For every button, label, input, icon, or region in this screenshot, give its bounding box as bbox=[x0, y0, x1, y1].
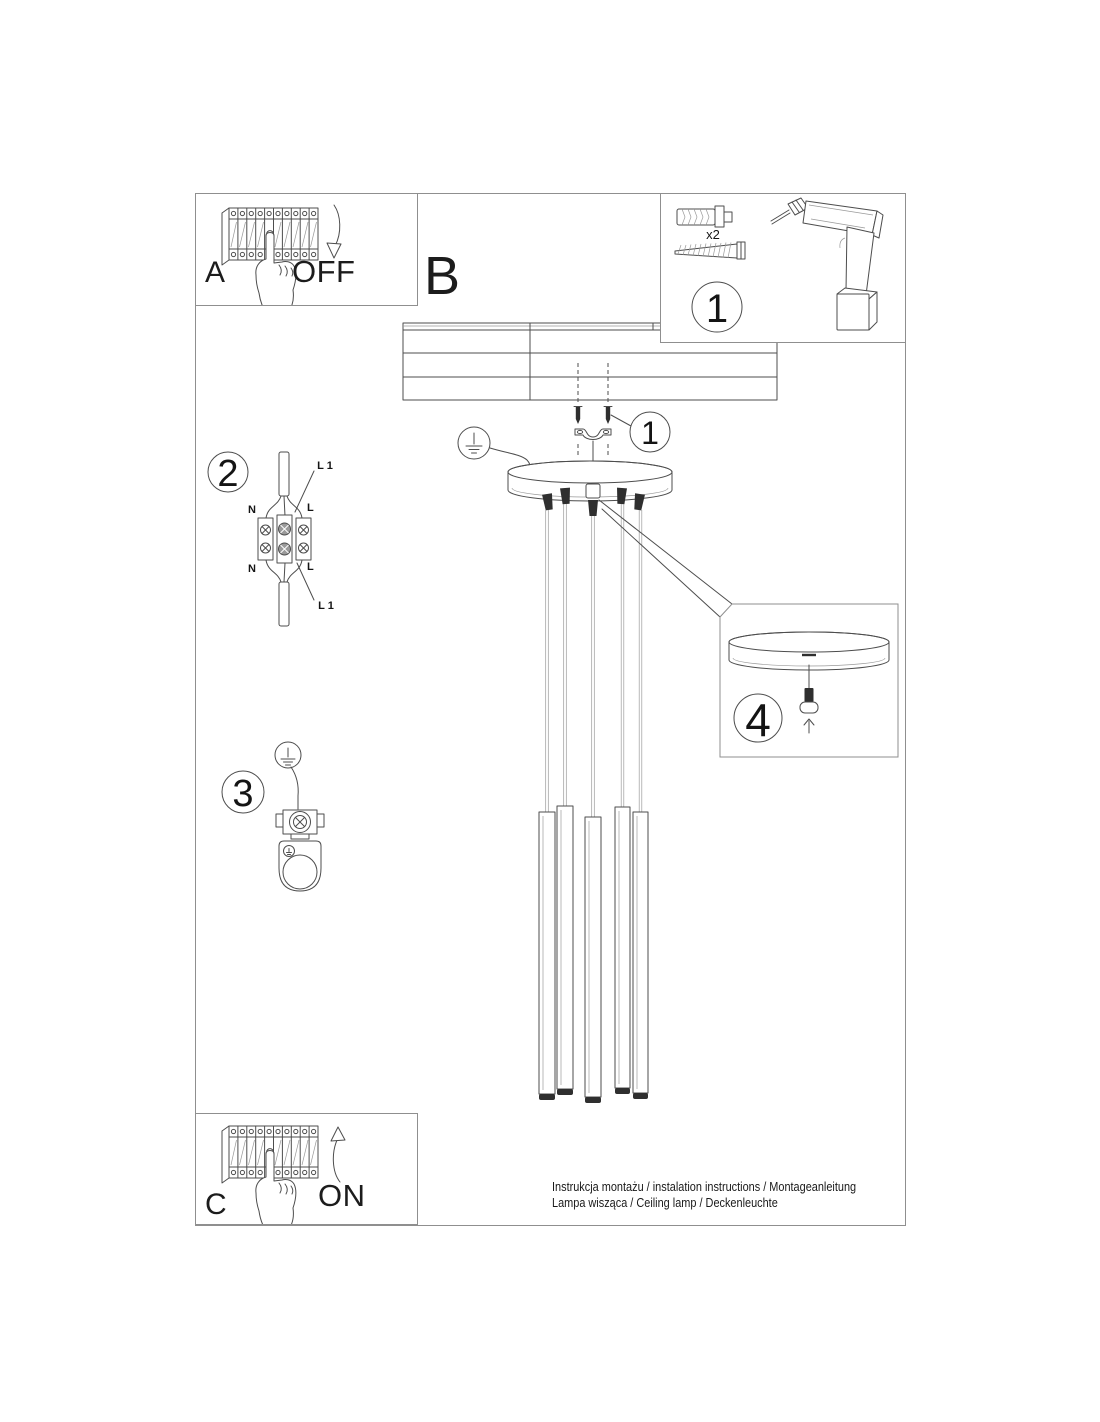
wire-label-l-top: L bbox=[307, 502, 314, 514]
step-1-badge-label: 1 bbox=[641, 415, 659, 451]
panel-a-letter: A bbox=[205, 256, 226, 289]
assembly-diagram bbox=[400, 320, 905, 1110]
wall-plug-icon bbox=[677, 206, 732, 227]
panel-3-grounding bbox=[218, 738, 348, 898]
step-4-badge-label: 4 bbox=[745, 694, 771, 746]
panel-2-wiring bbox=[200, 440, 350, 640]
footer-caption bbox=[552, 1179, 856, 1211]
power-on-label: ON bbox=[318, 1178, 366, 1213]
power-off-label: OFF bbox=[292, 254, 356, 289]
wire-label-n-bottom: N bbox=[248, 563, 256, 575]
mounting-plate-icon bbox=[279, 841, 321, 891]
screw-icon bbox=[675, 242, 745, 259]
circuit-breaker-icon bbox=[222, 1126, 318, 1224]
drill-icon bbox=[771, 198, 883, 330]
ground-wire bbox=[291, 767, 298, 809]
panel-a-power-off bbox=[195, 193, 418, 306]
ground-symbol-icon bbox=[458, 427, 490, 459]
terminal-block-icon bbox=[258, 452, 314, 626]
wire-label-l1-top: L 1 bbox=[317, 460, 333, 472]
canopy-bottom-view-icon bbox=[729, 632, 889, 670]
wire-label-l1-bottom: L 1 bbox=[318, 600, 334, 612]
detail-leader-line bbox=[599, 500, 732, 604]
panel-1-hardware bbox=[660, 193, 906, 343]
pendant-tube-icon bbox=[539, 806, 648, 1103]
wire-label-n-top: N bbox=[248, 504, 256, 516]
ground-symbol-icon bbox=[275, 742, 301, 768]
footer-line-2: Lampa wisząca / Ceiling lamp / Deckenleuchte bbox=[552, 1195, 778, 1210]
ground-terminal-icon bbox=[276, 810, 324, 839]
mounting-bracket-icon bbox=[575, 429, 611, 440]
detail-leader-line bbox=[602, 509, 720, 617]
step-3-badge-label: 3 bbox=[232, 773, 254, 815]
suspension-cables bbox=[546, 504, 642, 817]
arrow-up-icon bbox=[331, 1127, 345, 1182]
wire-label-l-bottom: L bbox=[307, 561, 314, 573]
panel-4-canopy-detail bbox=[720, 604, 898, 757]
step-2-badge-label: 2 bbox=[217, 453, 239, 495]
arrow-down-icon bbox=[327, 205, 341, 258]
panel-c-power-on bbox=[195, 1113, 418, 1225]
section-b-label: B bbox=[424, 246, 461, 306]
quantity-label: x2 bbox=[706, 227, 720, 242]
panel-c-letter: C bbox=[205, 1188, 227, 1221]
footer-line-1: Instrukcja montażu / instalation instructions / Montageanleitung bbox=[552, 1179, 857, 1194]
badge-1-leader bbox=[611, 415, 631, 426]
step-1-badge-label: 1 bbox=[705, 287, 729, 331]
